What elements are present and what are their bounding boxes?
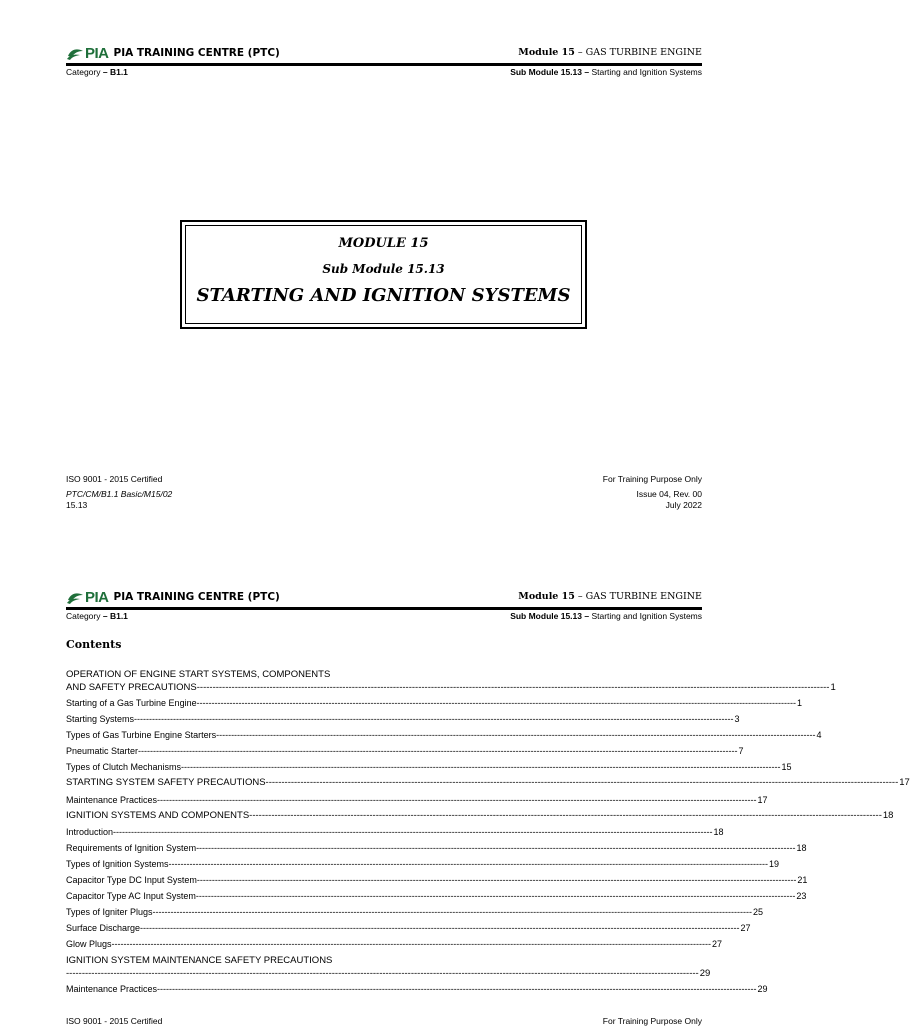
toc-page-number: 25 — [752, 907, 763, 918]
toc-page-number: 15 — [781, 762, 792, 773]
module-header-rest: – GAS TURBINE ENGINE — [574, 47, 702, 58]
toc-leader: -------------------------------------------------------------------------------------------------------------------------------------------------------------------------------------------------------- — [196, 698, 797, 708]
module-header — [518, 591, 702, 602]
training-purpose: For Training Purpose Only — [602, 1016, 702, 1026]
toc-entry-title: Glow Plugs — [66, 939, 112, 950]
submodule-rest: Starting and Ignition Systems — [589, 611, 702, 621]
submodule-bold: Sub Module 15.13 – — [510, 67, 590, 77]
toc-entry-title: Types of Ignition Systems — [66, 858, 169, 869]
toc-entry-title-line: IGNITION SYSTEM MAINTENANCE SAFETY PRECAUTIONS — [66, 954, 333, 966]
toc-page-number: 27 — [711, 939, 722, 950]
toc-entry-title: STARTING SYSTEM SAFETY PRECAUTIONS — [66, 777, 266, 789]
toc-leader: -------------------------------------------------------------------------------------------------------------------------------------------------------------------------------------------------------- — [265, 777, 899, 789]
toc-entry[interactable] — [66, 712, 740, 728]
title-inner-border — [185, 225, 582, 324]
toc-entry[interactable] — [66, 728, 822, 744]
toc-page-number: 18 — [882, 809, 894, 821]
toc-entry[interactable] — [66, 905, 763, 921]
issue: Issue 04, Rev. 00 — [636, 489, 702, 499]
toc-page-number: 17 — [757, 794, 768, 805]
toc-entry-title: Introduction — [66, 826, 114, 837]
toc-leader: -------------------------------------------------------------------------------------------------------------------------------------------------------------------------------------------------------- — [181, 762, 781, 773]
toc-leader: -------------------------------------------------------------------------------------------------------------------------------------------------------------------------------------------------------- — [140, 923, 740, 934]
title-main: STARTING AND IGNITION SYSTEMS — [196, 285, 571, 306]
module-header — [518, 47, 702, 58]
toc-entry[interactable] — [66, 744, 744, 760]
toc-leader: -------------------------------------------------------------------------------------------------------------------------------------------------------------------------------------------------------- — [111, 939, 711, 950]
logo-text: PIA — [85, 588, 109, 606]
toc-entry[interactable] — [66, 825, 724, 841]
toc-leader: -------------------------------------------------------------------------------------------------------------------------------------------------------------------------------------------------------- — [138, 746, 738, 757]
header-rule — [66, 607, 702, 610]
toc-page-number: 23 — [796, 891, 807, 902]
toc-entry-title: Starting Systems — [66, 714, 135, 725]
toc-entry[interactable] — [66, 921, 751, 937]
toc-page-number: 21 — [797, 875, 808, 886]
toc-entry-title: Maintenance Practices — [66, 794, 158, 805]
toc-page-number: 4 — [816, 730, 822, 741]
category-value: – B1.1 — [100, 611, 128, 621]
toc-leader: -------------------------------------------------------------------------------------------------------------------------------------------------------------------------------------------------------- — [66, 967, 699, 979]
toc-entry-title: Types of Clutch Mechanisms — [66, 762, 182, 773]
toc-leader: -------------------------------------------------------------------------------------------------------------------------------------------------------------------------------------------------------- — [196, 842, 796, 853]
iso-certified: ISO 9001 - 2015 Certified — [66, 474, 163, 484]
page-header — [66, 586, 702, 608]
toc-entry-title: Pneumatic Starter — [66, 746, 139, 757]
org-name: PIA TRAINING CENTRE (PTC) — [113, 591, 280, 603]
toc-leader: -------------------------------------------------------------------------------------------------------------------------------------------------------------------------------------------------------- — [196, 875, 797, 886]
toc-leader: -------------------------------------------------------------------------------------------------------------------------------------------------------------------------------------------------------- — [157, 794, 757, 805]
module-header-bold: Module 15 — [518, 47, 575, 58]
toc-entry[interactable] — [66, 982, 768, 998]
toc-leader: -------------------------------------------------------------------------------------------------------------------------------------------------------------------------------------------------------- — [157, 983, 757, 994]
submodule-bold: Sub Module 15.13 – — [510, 611, 590, 621]
toc-entry[interactable] — [66, 696, 803, 712]
title-module: MODULE 15 — [338, 236, 429, 251]
pia-emblem-icon — [66, 589, 84, 605]
toc-leader: -------------------------------------------------------------------------------------------------------------------------------------------------------------------------------------------------------- — [168, 858, 768, 869]
contents-page — [0, 544, 910, 1026]
toc-entry[interactable] — [66, 760, 792, 776]
org-name: PIA TRAINING CENTRE (PTC) — [113, 47, 280, 59]
toc-entry-title: AND SAFETY PRECAUTIONS — [66, 682, 197, 693]
submodule-header — [510, 67, 702, 77]
toc-entry[interactable] — [66, 668, 836, 696]
toc-page-number: 17 — [899, 777, 910, 789]
submodule-header — [510, 611, 702, 621]
training-purpose: For Training Purpose Only — [602, 474, 702, 484]
toc-page-number: 19 — [768, 858, 779, 869]
pia-logo — [66, 42, 280, 64]
category — [66, 67, 128, 77]
toc-entry[interactable] — [66, 889, 807, 905]
toc-entry-title: Capacitor Type DC Input System — [66, 875, 197, 886]
contents-heading: Contents — [66, 638, 122, 651]
category-value: – B1.1 — [100, 67, 128, 77]
toc-entry[interactable] — [66, 793, 768, 809]
submodule-rest: Starting and Ignition Systems — [589, 67, 702, 77]
toc-entry-title: Surface Discharge — [66, 923, 141, 934]
toc-page-number: 18 — [713, 826, 724, 837]
toc-page-number: 29 — [699, 967, 711, 979]
logo-text: PIA — [85, 44, 109, 62]
category-label: Category — [66, 67, 101, 77]
issue-date: July 2022 — [665, 500, 702, 510]
toc-leader: -------------------------------------------------------------------------------------------------------------------------------------------------------------------------------------------------------- — [196, 682, 830, 693]
table-of-contents — [66, 668, 910, 998]
toc-entry-title: Types of Igniter Plugs — [66, 907, 153, 918]
iso-certified: ISO 9001 - 2015 Certified — [66, 1016, 163, 1026]
toc-page-number: 1 — [797, 698, 803, 708]
toc-entry[interactable] — [66, 937, 722, 953]
pia-emblem-icon — [66, 45, 84, 61]
title-sub-module: Sub Module 15.13 — [322, 262, 445, 276]
toc-leader: -------------------------------------------------------------------------------------------------------------------------------------------------------------------------------------------------------- — [113, 826, 713, 837]
toc-entry-title: IGNITION SYSTEMS AND COMPONENTS — [66, 809, 250, 821]
pia-logo — [66, 586, 280, 608]
toc-entry-title: Requirements of Ignition System — [66, 842, 197, 853]
toc-entry[interactable] — [66, 776, 910, 792]
toc-entry-title: Types of Gas Turbine Engine Starters — [66, 730, 217, 741]
toc-leader: -------------------------------------------------------------------------------------------------------------------------------------------------------------------------------------------------------- — [195, 891, 796, 902]
module-header-rest: – GAS TURBINE ENGINE — [574, 591, 702, 602]
toc-entry-title: Capacitor Type AC Input System — [66, 891, 196, 902]
toc-entry[interactable] — [66, 954, 711, 982]
header-rule — [66, 63, 702, 66]
toc-leader: -------------------------------------------------------------------------------------------------------------------------------------------------------------------------------------------------------- — [216, 730, 816, 741]
title-box — [180, 220, 587, 329]
toc-leader: -------------------------------------------------------------------------------------------------------------------------------------------------------------------------------------------------------- — [152, 907, 752, 918]
toc-page-number: 7 — [738, 746, 744, 757]
doc-ref: PTC/CM/B1.1 Basic/M15/02 — [66, 489, 173, 499]
module-header-bold: Module 15 — [518, 591, 575, 602]
toc-entry-title: Maintenance Practices — [66, 983, 158, 994]
toc-page-number: 1 — [830, 682, 836, 693]
toc-page-number: 27 — [740, 923, 751, 934]
toc-entry-title: Starting of a Gas Turbine Engine — [66, 698, 197, 708]
toc-leader: -------------------------------------------------------------------------------------------------------------------------------------------------------------------------------------------------------- — [249, 809, 882, 821]
category — [66, 611, 128, 621]
toc-entry[interactable] — [66, 841, 807, 857]
toc-leader: -------------------------------------------------------------------------------------------------------------------------------------------------------------------------------------------------------- — [134, 714, 734, 725]
category-label: Category — [66, 611, 101, 621]
toc-entry[interactable] — [66, 809, 894, 825]
toc-entry-title-line: OPERATION OF ENGINE START SYSTEMS, COMPONENTS — [66, 669, 331, 680]
toc-page-number: 29 — [757, 983, 768, 994]
toc-page-number: 3 — [734, 714, 740, 725]
toc-entry[interactable] — [66, 873, 808, 889]
toc-page-number: 18 — [796, 842, 807, 853]
doc-sub: 15.13 — [66, 500, 88, 510]
page-header — [66, 42, 702, 64]
toc-entry[interactable] — [66, 857, 779, 873]
cover-page — [0, 0, 768, 544]
